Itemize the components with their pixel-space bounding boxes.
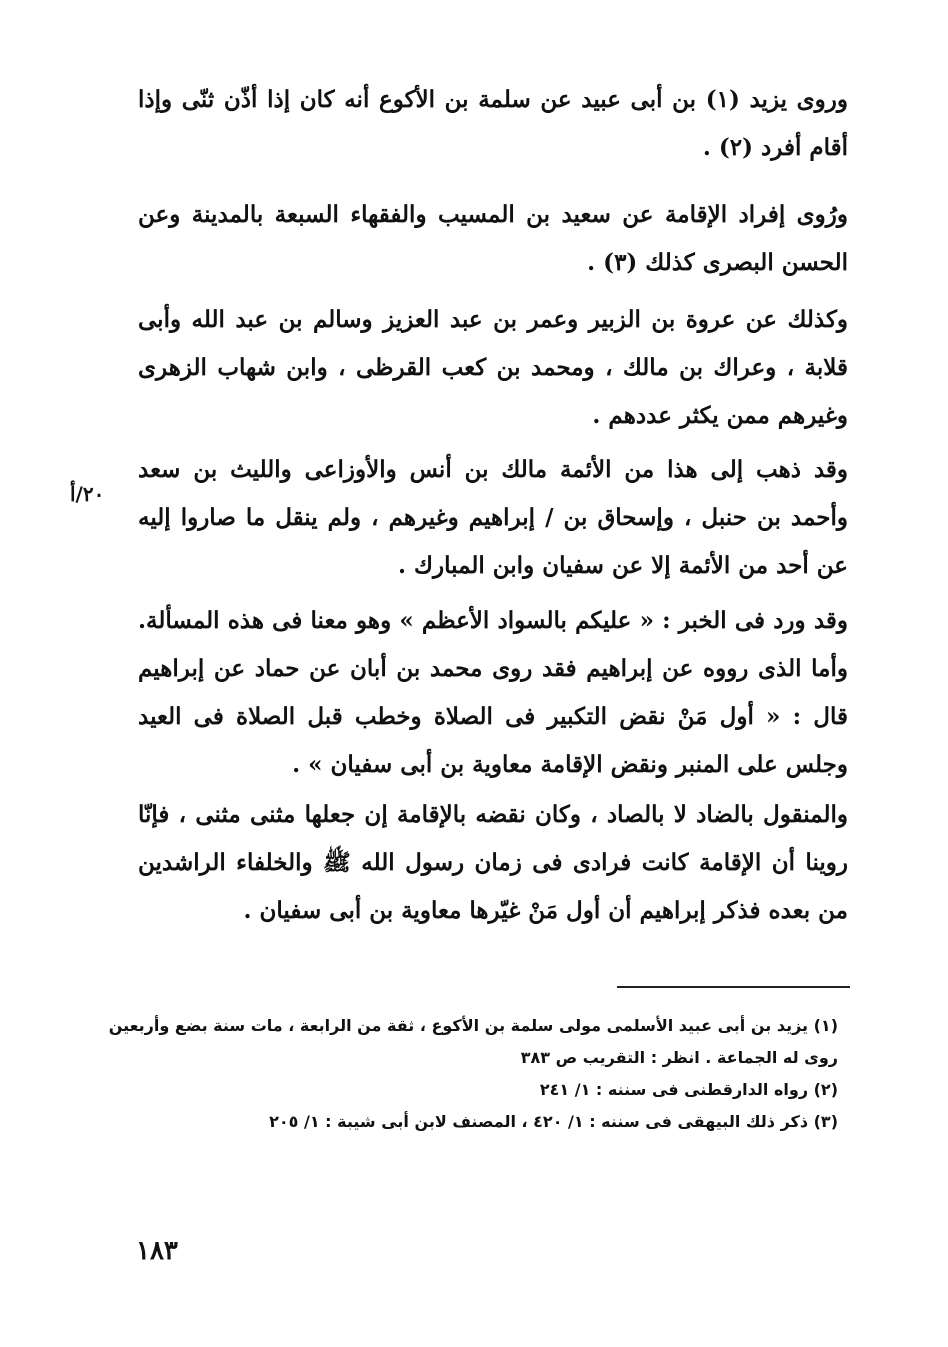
page-number: ١٨٣ xyxy=(136,1236,178,1266)
footnote-separator xyxy=(617,986,850,988)
footnotes xyxy=(108,1010,838,1138)
paragraph-2: ورُوى إفراد الإقامة عن سعيد بن المسيب والفقهاء السبعة بالمدينة وعن الحسن البصرى كذلك (٣) . xyxy=(138,201,848,276)
paragraph-4: وقد ذهب إلى هذا من الأئمة مالك بن أنس والأوزاعى والليث بن سعد وأحمد بن حنبل ، وإسحاق بن / إبراهيم وغيرهم ، ولم ينقل ما صاروا إليه عن أحد من الأئمة إلا عن سفيان وابن المبارك . xyxy=(138,456,848,579)
footnote-3: (٣) ذكر ذلك البيهقى فى سننه : ١/ ٤٢٠ ، المصنف لابن أبى شيبة : ١/ ٢٠٥ xyxy=(269,1112,838,1131)
footnote-2: (٢) رواه الدارقطنى فى سننه : ١/ ٢٤١ xyxy=(539,1080,838,1099)
paragraph-5: وقد ورد فى الخبر : « عليكم بالسواد الأعظم » وهو معنا فى هذه المسألة. وأما الذى رووه عن إبراهيم فقد روى محمد بن أبان عن حماد عن إبراهيم قال : « أول مَنْ نقض التكبير فى الصلاة وخطب قبل الصلاة فى العيد وجلس على المنبر ونقض الإقامة معاوية بن أبى سفيان » . xyxy=(138,607,848,778)
paragraph-1: وروى يزيد (١) بن أبى عبيد عن سلمة بن الأكوع أنه كان إذا أذّن ثنّى وإذا أقام أفرد (٢) . xyxy=(138,86,848,161)
manuscript-folio-note: ٢٠/أ xyxy=(70,482,105,506)
paragraph-3: وكذلك عن عروة بن الزبير وعمر بن عبد العزيز وسالم بن عبد الله وأبى قلابة ، وعراك بن مالك ، ومحمد بن كعب القرظى ، وابن شهاب الزهرى وغيرهم ممن يكثر عددهم . xyxy=(138,306,848,429)
paragraph-6: والمنقول بالضاد لا بالصاد ، وكان نقضه بالإقامة إن جعلها مثنى مثنى ، فإنّا روينا أن الإقامة كانت فرادى فى زمان رسول الله ﷺ والخلفاء الراشدين من بعده فذكر إبراهيم أن أول مَنْ غيّرها معاوية بن أبى سفيان . xyxy=(138,801,848,924)
footnote-1: (١) يزيد بن أبى عبيد الأسلمى مولى سلمة بن الأكوع ، ثقة من الرابعة ، مات سنة بضع وأربعين xyxy=(108,1016,838,1035)
footnote-1-continued: روى له الجماعة . انظر : التقريب ص ٣٨٣ xyxy=(520,1048,838,1067)
